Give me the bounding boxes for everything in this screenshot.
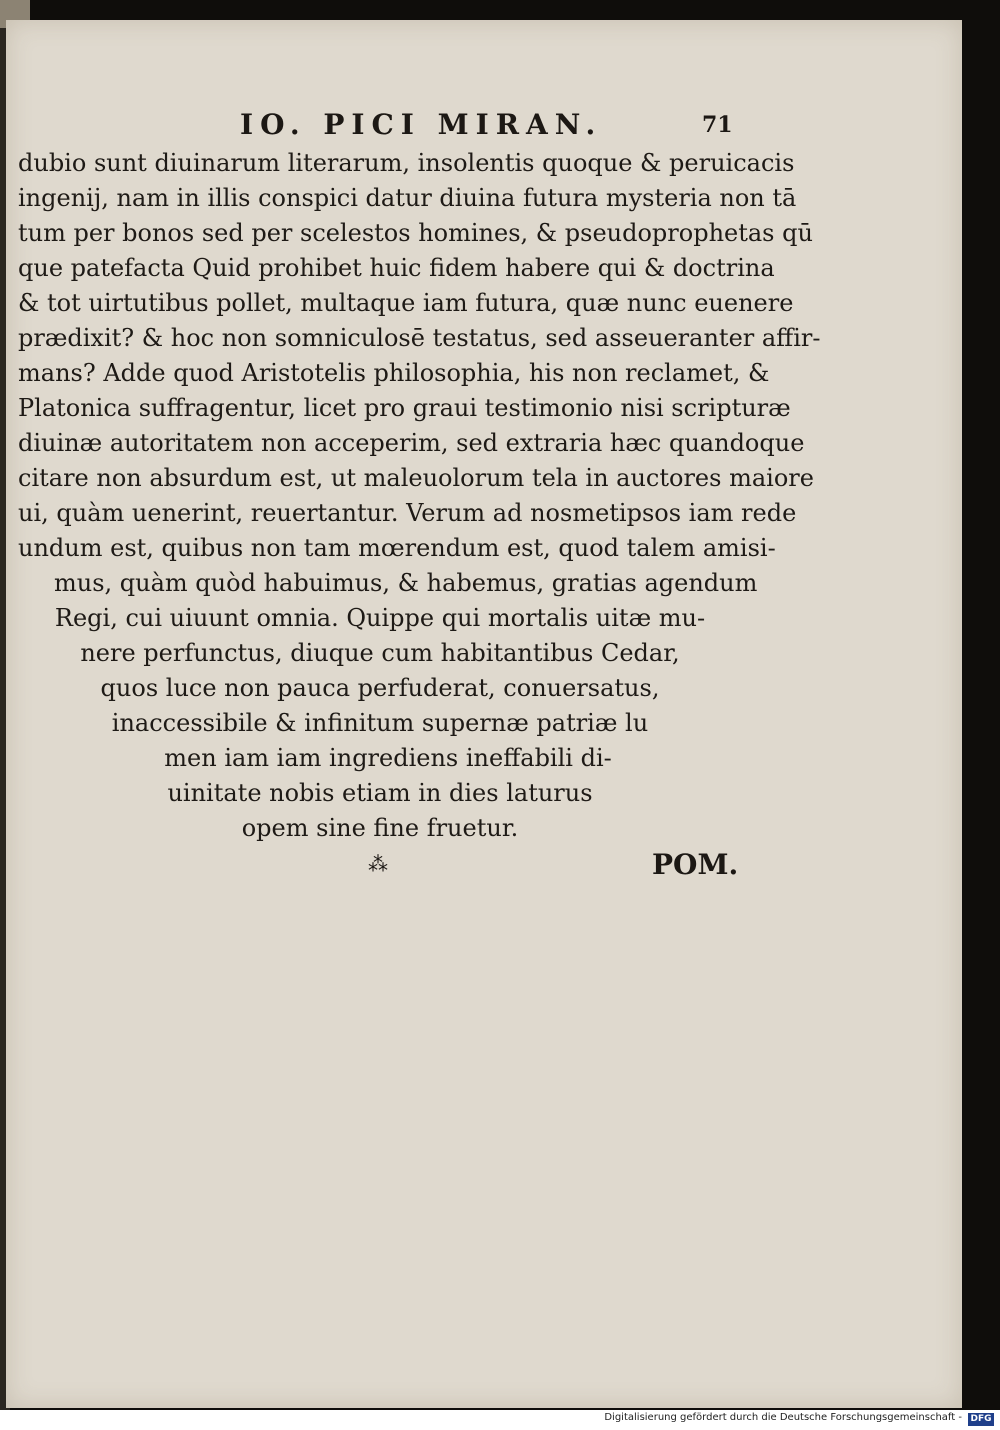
text-line: que patefacta Quid prohibet huic fidem habere qui & doctrina: [18, 254, 775, 282]
text-line: ingenij, nam in illis conspici datur diuina futura mysteria non tā: [18, 184, 797, 212]
text-line: quos luce non pauca perfuderat, conuersatus,: [100, 674, 660, 702]
text-line: Platonica suffragentur, licet pro graui testimonio nisi scripturæ: [18, 394, 791, 422]
text-line: nere perfunctus, diuque cum habitantibus Cedar,: [80, 639, 680, 667]
text-line: undum est, quibus non tam mœrendum est, quod talem amisi-: [18, 534, 776, 562]
text-line: mans? Adde quod Aristotelis philosophia, his non reclamet, &: [18, 359, 770, 387]
text-line: uinitate nobis etiam in dies laturus: [167, 779, 593, 807]
text-line: diuinæ autoritatem non acceperim, sed extraria hæc quandoque: [18, 429, 805, 457]
text-line: tum per bonos sed per scelestos homines, & pseudoprophetas qū: [18, 219, 813, 247]
footer-bar: [0, 1410, 1000, 1430]
text-line: ui, quàm uenerint, reuertantur. Verum ad nosmetipsos iam rede: [18, 499, 797, 527]
text-line: opem sine fine fruetur.: [241, 814, 519, 842]
footer-credit: Digitalisierung gefördert durch die Deutsche Forschungsgemeinschaft -: [604, 1412, 962, 1423]
page-number: 71: [702, 112, 733, 138]
dfg-logo: DFG: [968, 1413, 994, 1426]
text-line: prædixit? & hoc non somniculosē testatus, sed asseueranter affir-: [18, 324, 821, 352]
text-line: inaccessibile & infinitum supernæ patriæ lu: [111, 709, 649, 737]
fleuron-ornament: ⁂: [368, 852, 388, 876]
running-head: IO. PICI MIRAN.: [240, 108, 603, 141]
catchword: POM.: [652, 848, 739, 881]
text-line: Regi, cui uiuunt omnia. Quippe qui mortalis uitæ mu-: [54, 604, 706, 632]
text-line: & tot uirtutibus pollet, multaque iam futura, quæ nunc euenere: [18, 289, 794, 317]
text-line: citare non absurdum est, ut maleuolorum tela in auctores maiore: [18, 464, 814, 492]
text-line: dubio sunt diuinarum literarum, insolentis quoque & peruicacis: [18, 149, 795, 177]
text-line: mus, quàm quòd habuimus, & habemus, gratias agendum: [54, 569, 758, 597]
text-line: men iam iam ingrediens ineffabili di-: [164, 744, 612, 772]
